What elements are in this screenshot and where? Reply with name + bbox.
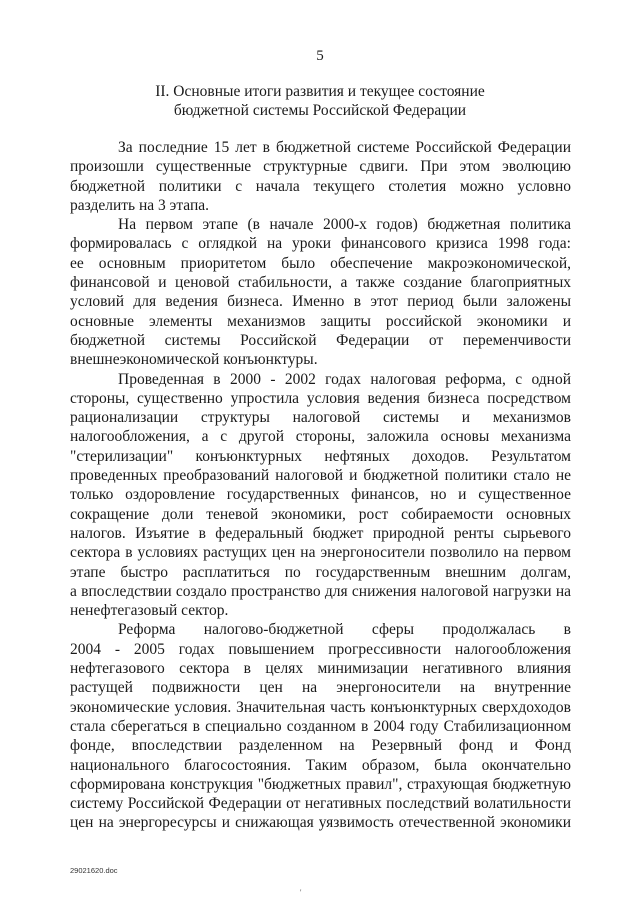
paragraph-line: стала сберегаться в специально созданном в 2004 году Стабилизационном (70, 717, 571, 735)
paragraph-line: а впоследствии создало пространство для снижения налоговой нагрузки на (70, 582, 571, 600)
paragraph-line: рационализации структуры налоговой системы и механизмов (70, 409, 571, 427)
paragraph-line: налогов. Изъятие в федеральный бюджет природной ренты сырьевого (70, 524, 571, 542)
bottom-mark: ' (300, 888, 302, 897)
paragraph-line: основные элементы механизмов защиты российской экономики и (70, 312, 571, 330)
paragraph-line: Реформа налогово-бюджетной сферы продолжалась в (118, 621, 571, 639)
paragraph-line: цен на энергоресурсы и снижающая уязвимость отечественной экономики (70, 814, 571, 832)
paragraph (70, 138, 571, 215)
body-text (70, 138, 571, 833)
paragraph-line: сектора в условиях растущих цен на энергоносители позволило на первом (70, 544, 571, 562)
paragraph-line: систему Российской Федерации от негативных последствий волатильности (70, 795, 571, 813)
paragraph-line: ее основным приоритетом было обеспечение макроэкономической, (70, 254, 571, 272)
paragraph-line: проведенных преобразований налоговой и бюджетной политики стало не (70, 467, 571, 485)
paragraph-line: бюджетной политики с начала текущего столетия можно условно (70, 177, 571, 195)
paragraph-line: этапе быстро расплатиться по государственным внешним долгам, (70, 563, 571, 581)
paragraph-line: "стерилизации" конъюнктурных нефтяных доходов. Результатом (70, 447, 571, 465)
paragraph-line: внешнеэкономической конъюнктуры. (70, 351, 318, 369)
paragraph (70, 620, 571, 832)
page-number: 5 (316, 48, 324, 64)
paragraph-line: формировалась с оглядкой на уроки финансового кризиса 1998 года: (70, 235, 571, 253)
paragraph (70, 370, 571, 621)
paragraph-line: национального благосостояния. Таким образом, была окончательно (70, 756, 571, 774)
paragraph-line: 2004 - 2005 годах повышением прогрессивности налогообложения (70, 640, 571, 658)
paragraph-line: сформирована конструкция "бюджетных правил", страхующая бюджетную (70, 775, 571, 793)
paragraph-line: только оздоровление государственных финансов, но и существенное (70, 486, 571, 504)
section-heading-line-1: II. Основные итоги развития и текущее состояние (155, 83, 485, 100)
section-heading-line-2: бюджетной системы Российской Федерации (173, 102, 467, 119)
paragraph-line: экономические условия. Значительная часть конъюнктурных сверхдоходов (70, 698, 571, 716)
paragraph-line: финансовой и ценовой стабильности, а также создание благоприятных (70, 274, 571, 292)
paragraph-line: Проведенная в 2000 - 2002 годах налоговая реформа, с одной (118, 370, 571, 388)
paragraph-line: нефтегазового сектора в целях минимизации негативного влияния (70, 660, 571, 678)
paragraph-line: На первом этапе (в начале 2000-х годов) бюджетная политика (118, 216, 571, 234)
paragraph-line: произошли существенные структурные сдвиги. При этом эволюцию (70, 158, 571, 176)
paragraph-line: ненефтегазовый сектор. (70, 602, 229, 620)
paragraph-line: стороны, существенно упростила условия ведения бизнеса посредством (70, 389, 571, 407)
paragraph-line: условий для ведения бизнеса. Именно в этот период были заложены (70, 293, 571, 311)
paragraph-line: налогообложения, а с другой стороны, заложила основы механизма (70, 428, 571, 446)
section-heading (100, 82, 540, 120)
footer-file-code: 29021620.doc (70, 866, 118, 875)
paragraph-line: разделить на 3 этапа. (70, 196, 210, 214)
paragraph (70, 215, 571, 369)
paragraph-line: бюджетной системы Российской Федерации от переменчивости (70, 331, 571, 349)
paragraph-line: За последние 15 лет в бюджетной системе Российской Федерации (118, 139, 571, 156)
paragraph-line: растущей подвижности цен на энергоносители на внутренние (70, 679, 571, 697)
paragraph-line: сокращение доли теневой экономики, рост собираемости основных (70, 505, 571, 523)
paragraph-line: фонде, впоследствии разделенном на Резервный фонд и Фонд (70, 737, 571, 755)
